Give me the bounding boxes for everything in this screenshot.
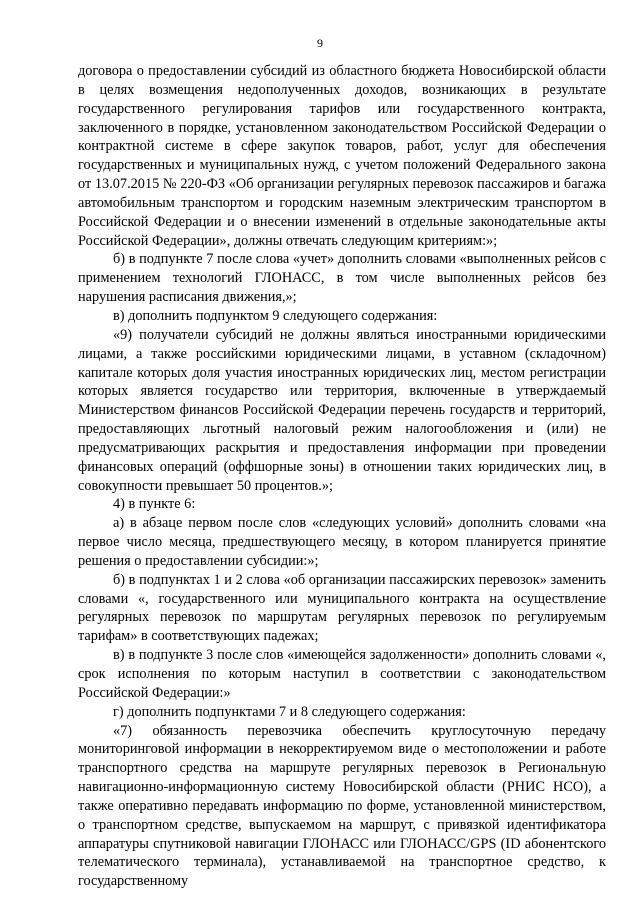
paragraph-subitem-b-glonass: б) в подпункте 7 после слова «учет» дополнить словами «выполненных рейсов с применением технологий ГЛОНАСС, в том числе выполненных рейсов без нарушения расписания движения,»;: [78, 251, 606, 306]
paragraph-subitem-g-add-7-8: г) дополнить подпунктами 7 и 8 следующего содержания:: [113, 703, 466, 720]
paragraph-subitem-a-first-day: а) в абзаце первом после слов «следующих условий» дополнить словами «на первое число месяца, предшествующего месяцу, в котором планируется принятие решения о предоставлении субсидии:»;: [78, 515, 606, 569]
page-number: 9: [317, 36, 323, 50]
paragraph-subitem-v-add-9: в) дополнить подпунктом 9 следующего содержания:: [113, 307, 438, 324]
paragraph-subitem-v-debt: в) в подпункте 3 после слов «имеющейся задолженности» дополнить словами «, срок исполнения по которым наступил в соответствии с законодательством Российской Федерации:»: [78, 647, 606, 701]
paragraph-monitoring-obligation: «7) обязанность перевозчика обеспечить круглосуточную передачу мониторинговой информации в некорректируемом виде о местоположении и работе транспортного средства на маршруте регулярных перевозок в Региональную навигационно-информационную систему Новосибирской области (РНИС НСО), а также оперативно передавать информацию по форме, установленной министерством, о транспортном средстве, выпускаемом на маршрут, с привязкой идентификатора аппаратуры спутниковой навигации ГЛОНАСС или ГЛОНАСС/GPS (ID абонентского телематического терминала), устанавливаемой на транспортное средство, к государственному: [78, 722, 606, 890]
paragraph-item-6: 4) в пункте 6:: [113, 496, 196, 513]
paragraph-foreign-entities: «9) получатели субсидий не должны являться иностранными юридическими лицами, а также российскими юридическими лицами, в уставном (складочном) капитале которых доля участия иностранных юридических лиц, местом регистрации которых является государство или территория, включенные в утверждаемый Министерством финансов Российской Федерации перечень государств и территорий, предоставляющих льготный налоговый режим налогообложения и (или) не предусматривающих раскрытия и предоставления информации при проведении финансовых операций (оффшорные зоны) в отношении таких юридических лиц, в совокупности превышает 50 процентов.»;: [78, 326, 606, 494]
paragraph-criteria-continuation: договора о предоставлении субсидий из областного бюджета Новосибирской области в целях возмещения недополученных доходов, возникающих в результате государственного регулирования тарифов или государственного контракта, заключенного в порядке, установленном законодательством Российской Федерации о контрактной системе в сфере закупок товаров, работ, услуг для обеспечения государственных и муниципальных нужд, с учетом положений Федерального закона от 13.07.2015 № 220-ФЗ «Об организации регулярных перевозок пассажиров и багажа автомобильным транспортом и городским наземным электрическим транспортом в Российской Федерации и о внесении изменений в отдельные законодательные акты Российской Федерации», должны отвечать следующим критериям:»;: [78, 63, 606, 249]
paragraph-subitem-b-contract: б) в подпунктах 1 и 2 слова «об организации пассажирских перевозок» заменить словами «, государственного или муниципального контракта на осуществление регулярных перевозок по маршрутам регулярных перевозок по регулируемым тарифам» в соответствующих падежах;: [78, 571, 606, 645]
document-body: [78, 62, 606, 891]
